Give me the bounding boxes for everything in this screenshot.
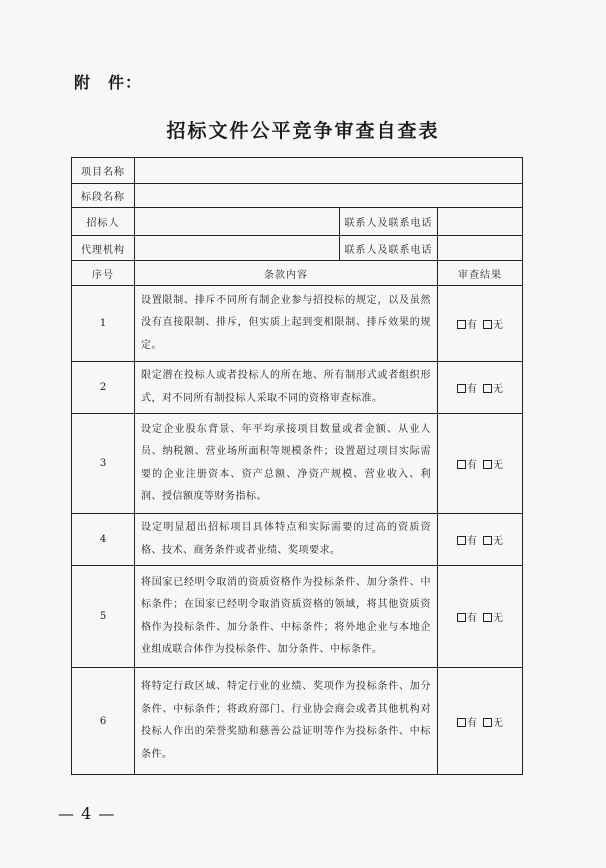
column-header-result: 审查结果: [438, 261, 523, 286]
checkbox-icon[interactable]: [483, 718, 492, 727]
tenderer-contact-field[interactable]: [438, 208, 523, 236]
review-result: [438, 362, 523, 414]
page-number: — 4 —: [58, 804, 116, 823]
table-row: [72, 566, 523, 668]
option-no[interactable]: [483, 460, 503, 471]
table-row: [72, 362, 523, 414]
table-row: [72, 514, 523, 566]
review-result: [438, 414, 523, 514]
option-yes-label: 有: [467, 613, 477, 624]
row-number: 1: [72, 286, 135, 362]
row-number: 5: [72, 566, 135, 668]
table-row: [72, 414, 523, 514]
table-row: [72, 286, 523, 362]
checkbox-icon[interactable]: [483, 613, 492, 622]
agency-contact-field[interactable]: [438, 236, 523, 261]
clause-text: 限定潜在投标人或者投标人的所在地、所有制形式或者组织形式，对不同所有制投标人采取不同的资格审查标准。: [135, 362, 438, 414]
self-check-table: [71, 157, 523, 775]
clause-text: 设定企业股东背景、年平均承接项目数量或者金额、从业人员、纳税额、营业场所面积等规模条件；设置超过项目实际需要的企业注册资本、资产总额、净资产规模、营业收入、利润、授信额度等财务指标。: [135, 414, 438, 514]
agency-contact-label: 联系人及联系电话: [340, 236, 438, 261]
option-no[interactable]: [483, 613, 503, 624]
option-no[interactable]: [483, 384, 503, 395]
review-result: [438, 668, 523, 775]
project-name-row: [72, 158, 523, 184]
clause-text: 将特定行政区域、特定行业的业绩、奖项作为投标条件、加分条件、中标条件；将政府部门、行业协会商会或者其他机构对投标人作出的荣誉奖励和慈善公益证明等作为投标条件、中标条件。: [135, 668, 438, 775]
option-yes[interactable]: [457, 460, 477, 471]
option-yes[interactable]: [457, 384, 477, 395]
option-yes[interactable]: [457, 613, 477, 624]
table-row: [72, 668, 523, 775]
checkbox-icon[interactable]: [483, 384, 492, 393]
section-name-row: [72, 184, 523, 208]
option-yes-label: 有: [467, 320, 477, 331]
checkbox-icon[interactable]: [483, 460, 492, 469]
column-header-content: 条款内容: [135, 261, 438, 286]
option-no-label: 无: [493, 320, 503, 331]
checkbox-icon[interactable]: [457, 718, 466, 727]
agency-row: [72, 236, 523, 261]
option-no-label: 无: [493, 613, 503, 624]
option-no[interactable]: [483, 718, 503, 729]
tenderer-row: [72, 208, 523, 236]
checkbox-icon[interactable]: [457, 460, 466, 469]
clause-text: 将国家已经明令取消的资质资格作为投标条件、加分条件、中标条件；在国家已经明令取消资质资格的领域，将其他资质资格作为投标条件、加分条件、中标条件；将外地企业与本地企业组成联合体作为投标条件、加分条件、中标条件。: [135, 566, 438, 668]
option-yes-label: 有: [467, 536, 477, 547]
checkbox-icon[interactable]: [483, 320, 492, 329]
option-yes-label: 有: [467, 717, 477, 729]
agency-field[interactable]: [135, 236, 340, 261]
tenderer-label: 招标人: [72, 208, 135, 236]
option-no-label: 无: [493, 384, 503, 395]
column-header-no: 序号: [72, 261, 135, 286]
row-number: 3: [72, 414, 135, 514]
option-yes[interactable]: [457, 536, 477, 547]
row-number: 2: [72, 362, 135, 414]
option-no-label: 无: [493, 536, 503, 547]
tenderer-field[interactable]: [135, 208, 340, 236]
review-result: [438, 514, 523, 566]
checkbox-icon[interactable]: [457, 536, 466, 545]
checkbox-icon[interactable]: [483, 536, 492, 545]
option-yes-label: 有: [467, 460, 477, 471]
section-name-field[interactable]: [135, 184, 523, 208]
review-result: [438, 566, 523, 668]
clause-text: 设置限制、排斥不同所有制企业参与招投标的规定，以及虽然没有直接限制、排斥，但实质上起到变相限制、排斥效果的规定。: [135, 286, 438, 362]
project-name-field[interactable]: [135, 158, 523, 184]
form-title: 招标文件公平竞争审查自查表: [166, 120, 440, 142]
attachment-label: 附 件：: [74, 73, 143, 92]
clause-text: 设定明显超出招标项目具体特点和实际需要的过高的资质资格、技术、商务条件或者业绩、奖项要求。: [135, 514, 438, 566]
column-header-row: [72, 261, 523, 286]
checkbox-icon[interactable]: [457, 613, 466, 622]
section-name-label: 标段名称: [72, 184, 135, 208]
option-no[interactable]: [483, 536, 503, 547]
project-name-label: 项目名称: [72, 158, 135, 184]
tenderer-contact-label: 联系人及联系电话: [340, 208, 438, 236]
option-yes[interactable]: [457, 320, 477, 331]
option-yes-label: 有: [467, 384, 477, 395]
row-number: 4: [72, 514, 135, 566]
option-no[interactable]: [483, 320, 503, 331]
option-yes[interactable]: [457, 718, 477, 729]
row-number: 6: [72, 668, 135, 775]
checkbox-icon[interactable]: [457, 384, 466, 393]
option-no-label: 无: [493, 460, 503, 471]
checkbox-icon[interactable]: [457, 320, 466, 329]
option-no-label: 无: [493, 717, 503, 729]
review-result: [438, 286, 523, 362]
agency-label: 代理机构: [72, 236, 135, 261]
